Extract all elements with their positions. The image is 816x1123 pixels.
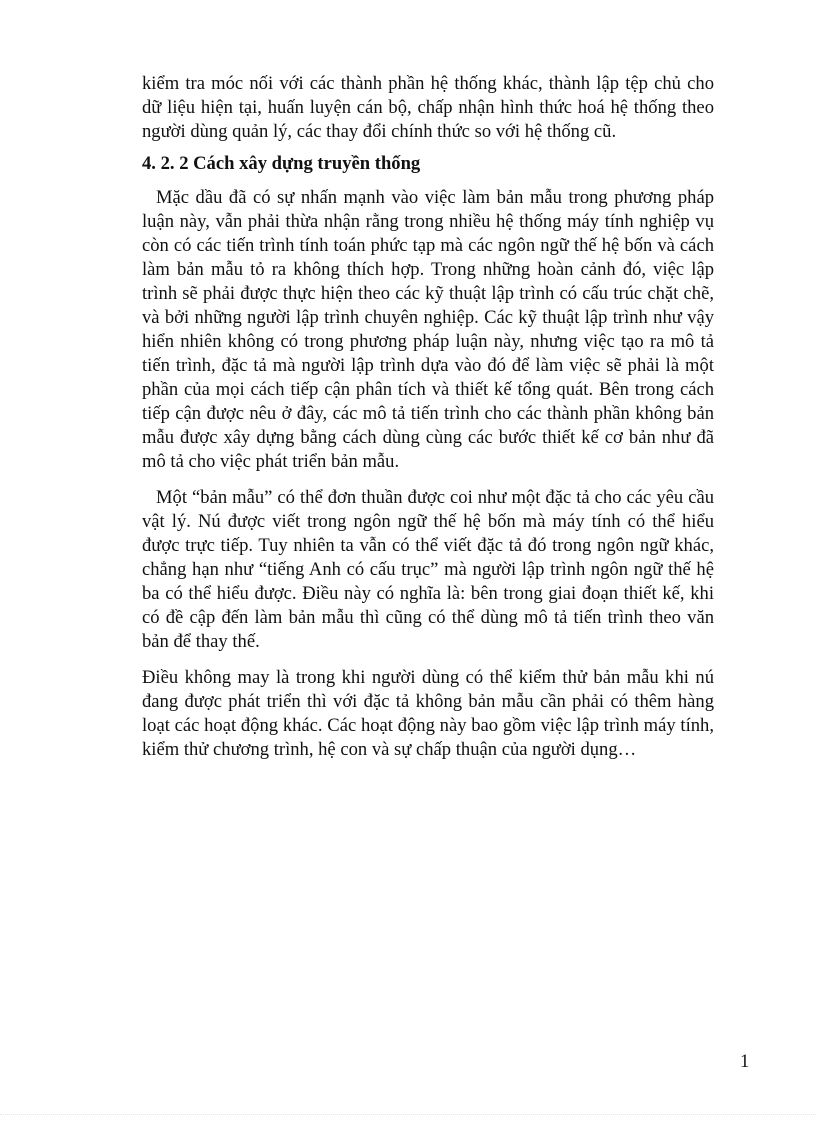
page-number: 1 — [740, 1051, 750, 1072]
paragraph-continuation: kiểm tra móc nối với các thành phần hệ thống khác, thành lập tệp chủ cho dữ liệu hiện tại, huấn luyện cán bộ, chấp nhận hình thức hoá hệ thống theo người dùng quản lý, các thay đổi chính thức so với hệ thống cũ. — [142, 73, 714, 142]
page-content — [142, 72, 714, 762]
page-bottom-divider — [0, 1114, 816, 1115]
section-heading: 4. 2. 2 Cách xây dựng truyền thống — [142, 153, 421, 174]
paragraph-traditional-construction: Mặc dầu đã có sự nhấn mạnh vào việc làm bản mẫu trong phương pháp luận này, vẫn phải thừa nhận rằng trong nhiều hệ thống máy tính nghiệp vụ còn có các tiến trình tính toán phức tạp mà các ngôn ngữ thế hệ bốn và cách làm bản mẫu tỏ ra không thích hợp. Trong những hoàn cảnh đó, việc lập trình sẽ phải được thực hiện theo các kỹ thuật lập trình có cấu trúc chặt chẽ, và bởi những người lập trình chuyên nghiệp. Các kỹ thuật lập trình như vậy hiển nhiên không có trong phương pháp luận này, nhưng việc tạo ra mô tả tiến trình, đặc tả mà người lập trình dựa vào đó để làm việc sẽ phải là một phần của mọi cách tiếp cận phân tích và thiết kế tổng quát. Bên trong cách tiếp cận được nêu ở đây, các mô tả tiến trình cho các thành phần không bản mẫu được xây dựng bằng cách dùng cùng các bước thiết kế cơ bản như đã mô tả cho việc phát triển bản mẫu. — [142, 187, 714, 472]
paragraph-unfortunate-note: Điều không may là trong khi người dùng có thể kiểm thử bản mẫu khi nú đang được phát triển thì với đặc tả không bản mẫu cần phải có thêm hàng loạt các hoạt động khác. Các hoạt động này bao gồm việc lập trình máy tính, kiểm thử chương trình, hệ con và sự chấp thuận của người dụng… — [142, 667, 714, 760]
paragraph-prototype-definition: Một “bản mẫu” có thể đơn thuần được coi như một đặc tả cho các yêu cầu vật lý. Nú được viết trong ngôn ngữ thế hệ bốn mà máy tính có thể hiểu được trực tiếp. Tuy nhiên ta vẫn có thể viết đặc tả đó trong ngôn ngữ khác, chẳng hạn như “tiếng Anh có cấu trục” mà người lập trình ngôn ngữ thế hệ ba có thể hiểu được. Điều này có nghĩa là: bên trong giai đoạn thiết kế, khi có đề cập đến làm bản mẫu thì cũng có thể dùng mô tả tiến trình theo văn bản để thay thế. — [142, 487, 714, 652]
